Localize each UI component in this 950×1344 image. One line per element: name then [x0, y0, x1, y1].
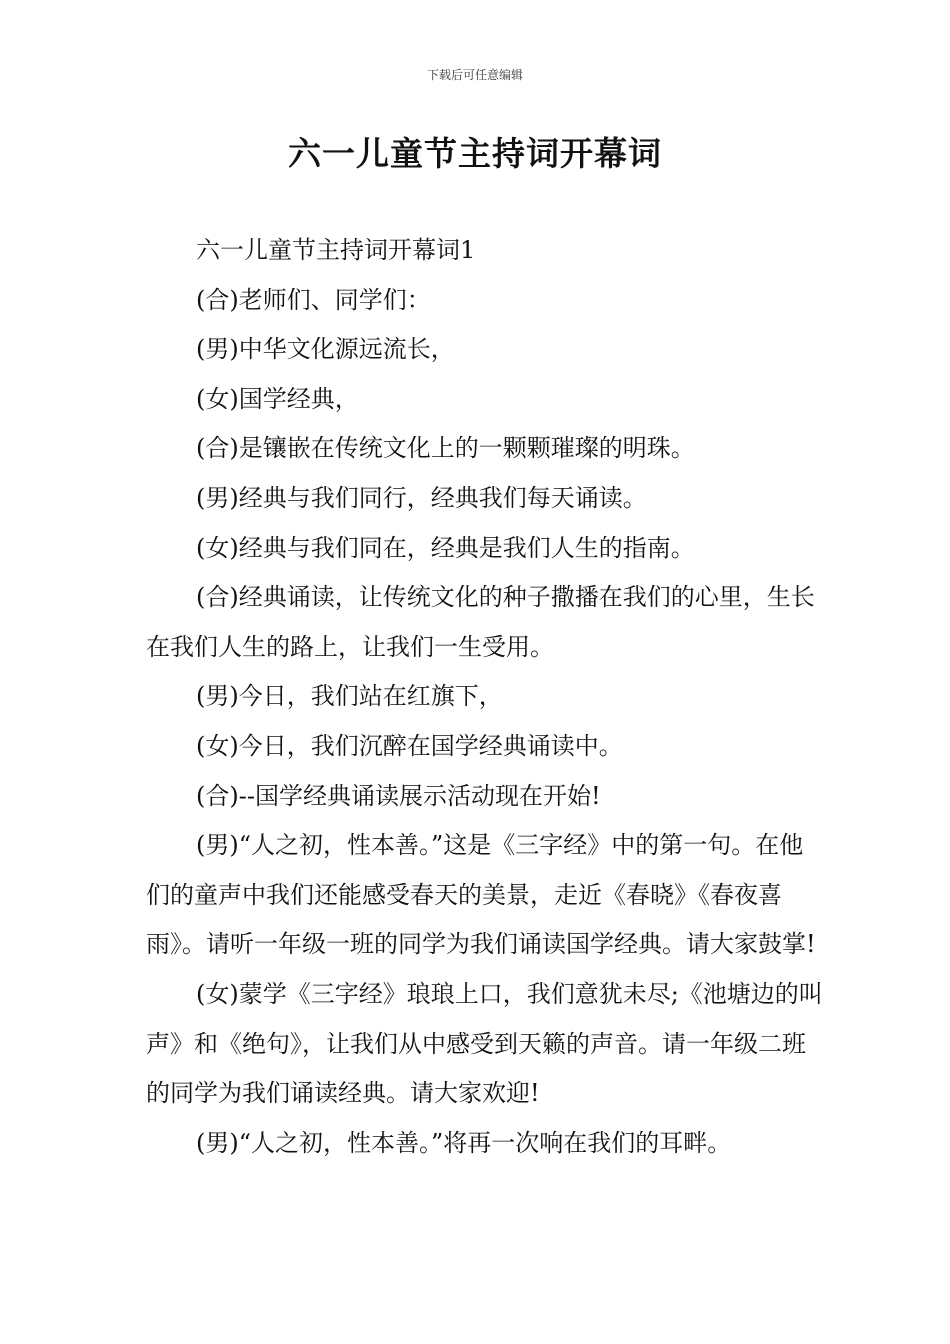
document-body	[146, 226, 826, 1168]
paragraph: (合)老师们、同学们：	[196, 285, 431, 314]
paragraph: (女)国学经典，	[196, 384, 359, 413]
paragraph: (合)经典诵读，让传统文化的种子撒播在我们的心里，生长在我们人生的路上，让我们一生受用。	[146, 583, 815, 661]
paragraph: (男)中华文化源远流长，	[196, 335, 455, 364]
paragraph: (女)蒙学《三字经》琅琅上口，我们意犹未尽;《池塘边的叫声》和《绝句》，让我们从中感受到天籁的声音。请一年级二班的同学为我们诵读经典。请大家欢迎!	[146, 979, 823, 1108]
document-title: 六一儿童节主持词开幕词	[288, 134, 662, 173]
paragraph-subtitle: 六一儿童节主持词开幕词1	[196, 236, 476, 264]
paragraph: (男)“人之初，性本善。”将再一次响在我们的耳畔。	[196, 1128, 732, 1157]
paragraph: (女)经典与我们同在，经典是我们人生的指南。	[196, 533, 695, 562]
paragraph: (男)经典与我们同行，经典我们每天诵读。	[196, 483, 647, 512]
paragraph: (女)今日，我们沉醉在国学经典诵读中。	[196, 731, 623, 760]
paragraph: (男)今日，我们站在红旗下，	[196, 682, 503, 711]
paragraph: (男)“人之初，性本善。”这是《三字经》中的第一句。在他们的童声中我们还能感受春天的美景，走近《春晓》《春夜喜雨》。请听一年级一班的同学为我们诵读国学经典。请大家鼓掌!	[146, 831, 816, 959]
page-header-note: 下载后可任意编辑	[426, 68, 523, 82]
paragraph: (合)--国学经典诵读展示活动现在开始!	[196, 781, 601, 810]
paragraph: (合)是镶嵌在传统文化上的一颗颗璀璨的明珠。	[196, 434, 695, 463]
